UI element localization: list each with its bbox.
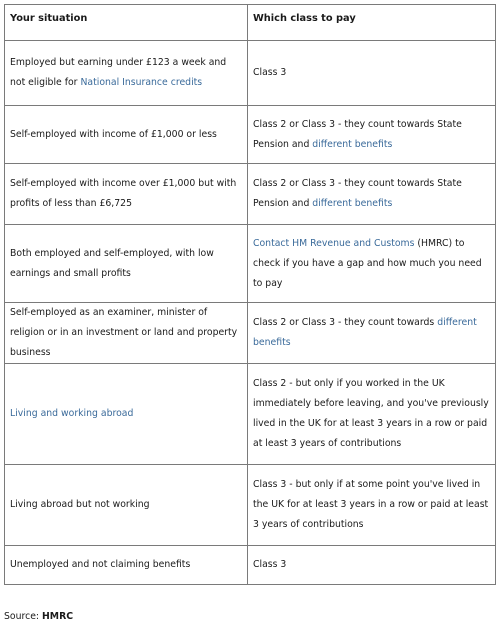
table-row <box>5 225 496 303</box>
class-cell <box>248 106 496 164</box>
situation-cell <box>5 303 248 364</box>
class-text: Class 2 or Class 3 - they count towards <box>253 317 438 328</box>
situation-text: Self-employed with income of £1,000 or less <box>10 128 217 140</box>
source-caption <box>4 610 73 624</box>
different-benefits-link[interactable]: different benefits <box>312 138 393 150</box>
class-text: Class 2 or Class 3 - they count towards State Pension and <box>253 118 462 150</box>
situation-text: Both employed and self-employed, with low earnings and small profits <box>10 247 214 279</box>
source-name: HMRC <box>42 611 74 622</box>
different-benefits-link[interactable]: different benefits <box>253 317 477 348</box>
contact-hmrc-link[interactable]: Contact HM Revenue and Customs <box>253 237 415 249</box>
situation-text: Self-employed with income over £1,000 but with profits of less than £6,725 <box>10 178 237 209</box>
class-cell <box>248 303 496 364</box>
class-cell <box>248 41 496 106</box>
situation-cell <box>5 41 248 106</box>
class-text: Class 3 <box>253 67 287 78</box>
source-label: Source: <box>4 611 43 622</box>
class-cell <box>248 465 496 546</box>
table-row <box>5 465 496 546</box>
situation-cell <box>5 225 248 303</box>
table-row <box>5 41 496 106</box>
class-cell <box>248 364 496 465</box>
situation-text-line2: not eligible for <box>10 77 81 88</box>
situation-text-line1: Employed but earning under £123 a week and <box>10 57 227 68</box>
table-row <box>5 106 496 164</box>
situation-cell <box>5 546 248 585</box>
table-row <box>5 303 496 364</box>
table-row <box>5 164 496 225</box>
class-text: Class 2 or Class 3 - they count towards State Pension and <box>253 178 462 209</box>
class-text: Class 3 <box>253 559 287 570</box>
table-row <box>5 364 496 465</box>
header-your-situation: Your situation <box>5 5 248 41</box>
situation-text: Living abroad but not working <box>10 499 150 510</box>
class-text: Class 3 - but only if at some point you've lived in the UK for at least 3 years in a row or paid at least 3 years of contributions <box>253 479 489 530</box>
header-which-class: Which class to pay <box>248 5 496 41</box>
table-header-row <box>5 5 496 41</box>
situation-cell <box>5 164 248 225</box>
table-row <box>5 546 496 585</box>
national-insurance-credits-link[interactable]: National Insurance credits <box>80 77 203 88</box>
class-text: (HMRC) to check if you have a gap and how much you need to pay <box>253 237 482 289</box>
living-and-working-abroad-link[interactable]: Living and working abroad <box>10 408 134 419</box>
ni-class-table <box>4 4 496 585</box>
situation-text: Self-employed as an examiner, minister of religion or in an investment or land and property business <box>10 307 238 358</box>
class-cell <box>248 164 496 225</box>
situation-cell <box>5 106 248 164</box>
situation-cell <box>5 364 248 465</box>
class-cell <box>248 225 496 303</box>
situation-text: Unemployed and not claiming benefits <box>10 559 191 570</box>
situation-cell <box>5 465 248 546</box>
class-cell <box>248 546 496 585</box>
different-benefits-link[interactable]: different benefits <box>312 198 393 209</box>
class-text: Class 2 - but only if you worked in the UK immediately before leaving, and you've previously lived in the UK for at least 3 years in a row or paid at least 3 years of contributions <box>253 378 489 449</box>
